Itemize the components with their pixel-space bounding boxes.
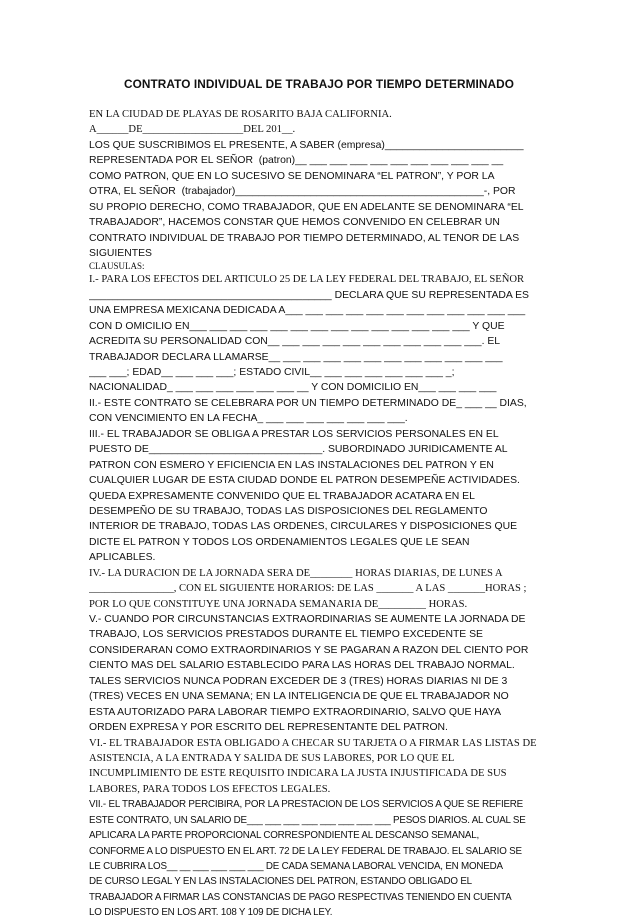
document-line: ACREDITA SU PERSONALIDAD CON__ ___ ___ ___ ___ ___ ___ ___ ___ ___ ___. EL: [89, 336, 501, 348]
document-line: TRABAJADOR DECLARA LLAMARSE__ ___ ___ ___ ___ ___ ___ ___ ___ ___ ___ ___: [89, 351, 503, 363]
document-line: PATRON CON ESMERO Y EFICIENCIA EN LAS INSTALACIONES DEL PATRON Y EN: [89, 459, 494, 471]
document-line: CLAUSULAS:: [89, 261, 145, 272]
document-line: PUESTO DE______________________________. SUBORDINADO JURIDICAMENTE AL: [89, 444, 508, 456]
document-line: TALES SERVICIOS NUNCA PODRAN EXCEDER DE 3 (TRES) HORAS DIARIAS NI DE 3: [89, 675, 508, 687]
document-line: LABORES, PARA TODOS LOS EFECTOS LEGALES.: [89, 783, 331, 795]
document-line: CONFORME A LO DISPUESTO EN EL ART. 72 DE LA LEY FEDERAL DE TRABAJO. EL SALARIO SE: [89, 845, 522, 857]
document-line: A______DE___________________DEL 201__.: [89, 124, 296, 136]
document-line: I.- PARA LOS EFECTOS DEL ARTICULO 25 DE LA LEY FEDERAL DEL TRABAJO, EL SEÑOR: [89, 274, 525, 286]
document-line: VII.- EL TRABAJADOR PERCIBIRA, POR LA PRESTACION DE LOS SERVICIOS A QUE SE REFIERE: [89, 799, 524, 811]
document-line: CON VENCIMIENTO EN LA FECHA_ ___ ___ ___ ___ ___ ___ ___.: [89, 413, 408, 425]
document-line: DESEMPEÑO DE SU TRABAJO, TODAS LAS DISPOSICIONES DEL REGLAMENTO: [89, 505, 488, 517]
document-line: IV.- LA DURACION DE LA JORNADA SERA DE________ HORAS DIARIAS, DE LUNES A: [89, 567, 503, 579]
document-line: TRABAJO, LOS SERVICIOS PRESTADOS DURANTE EL TIEMPO EXCEDENTE SE: [89, 629, 483, 641]
document-line: __________________________________________ DECLARA QUE SU REPRESENTADA ES: [89, 289, 529, 301]
document-line: ORDEN EXPRESA Y POR ESCRITO DEL REPRESENTANTE DEL PATRON.: [89, 722, 448, 734]
document-line: INCUMPLIMIENTO DE ESTE REQUISITO INDICARA LA JUSTA INJUSTIFICADA DE SUS: [89, 768, 507, 780]
document-line: CONTRATO INDIVIDUAL DE TRABAJO POR TIEMPO DETERMINADO, AL TENOR DE LAS: [89, 232, 520, 244]
document-title: CONTRATO INDIVIDUAL DE TRABAJO POR TIEMPO DETERMINADO: [123, 77, 515, 91]
document-line: ___ ___; EDAD__ ___ ___ ___; ESTADO CIVIL__ ___ ___ ___ ___ ___ ___ _;: [89, 367, 455, 378]
document-line: INTERIOR DE TRABAJO, TODAS LAS ORDENES, CIRCULARES Y DISPOSICIONES QUE: [89, 521, 518, 533]
document-line: ________________, CON EL SIGUIENTE HORARIOS: DE LAS _______ A LAS _______HORAS ;: [89, 583, 527, 595]
document-line: DICTE EL PATRON Y TODOS LOS ORDENAMIENTOS LEGALES QUE LE SEAN: [89, 536, 470, 548]
document-line: II.- ESTE CONTRATO SE CELEBRARA POR UN TIEMPO DETERMINADO DE_ ___ __ DIAS,: [89, 397, 527, 409]
document-line: III.- EL TRABAJADOR SE OBLIGA A PRESTAR LOS SERVICIOS PERSONALES EN EL: [89, 428, 499, 440]
document-line: TRABAJADOR A FIRMAR LAS CONSTANCIAS DE PAGO RESPECTIVAS TENIENDO EN CUENTA: [89, 891, 512, 903]
document-body: [89, 107, 559, 921]
document-line: NACIONALIDAD_ ___ ___ ___ ___ ___ ___ __ Y CON DOMICILIO EN___ ___ ___ ___: [89, 382, 497, 394]
document-line: CIENTO MAS DEL SALARIO ESTABLECIDO PARA LAS HORAS DEL TRABAJO NORMAL.: [89, 660, 515, 672]
document-line: APLICARA LA PARTE PROPORCIONAL CORRESPONDIENTE AL DESCANSO SEMANAL,: [89, 830, 480, 842]
document-line: SU PROPIO DERECHO, COMO TRABAJADOR, QUE EN ADELANTE SE DENOMINARA “EL: [89, 201, 524, 213]
document-line: UNA EMPRESA MEXICANA DEDICADA A___ ___ ___ ___ ___ ___ ___ ___ ___ ___ ___ ___: [89, 305, 526, 317]
document-line: POR LO QUE CONSTITUYE UNA JORNADA SEMANARIA DE_________ HORAS.: [89, 598, 468, 610]
document-line: ESTA AUTORIZADO PARA LABORAR TIEMPO EXTRAORDINARIO, SALVO QUE HAYA: [89, 706, 502, 718]
document-line: LOS QUE SUSCRIBIMOS EL PRESENTE, A SABER (empresa)________________________: [89, 139, 524, 151]
document-line: TRABAJADOR”, HACEMOS CONSTAR QUE HEMOS CONVENIDO EN CELEBRAR UN: [89, 217, 500, 229]
document-line: EN LA CIUDAD DE PLAYAS DE ROSARITO BAJA CALIFORNIA.: [89, 109, 392, 120]
document-line: COMO PATRON, QUE EN LO SUCESIVO SE DENOMINARA “EL PATRON”, Y POR LA: [89, 170, 495, 182]
document-line: ESTE CONTRATO, UN SALARIO DE___ ___ ___ ___ ___ ___ ___ ___ PESOS DIARIOS. AL CUAL SE: [89, 814, 526, 826]
document-line: V.- CUANDO POR CIRCUNSTANCIAS EXTRAORDINARIAS SE AUMENTE LA JORNADA DE: [89, 614, 526, 625]
document-line: ASISTENCIA, A LA ENTRADA Y SALIDA DE SUS LABORES, POR LO QUE EL: [89, 752, 455, 764]
document-line: SIGUIENTES: [89, 247, 152, 259]
document-line: (TRES) VECES EN UNA SEMANA; EN LA INTELIGENCIA DE QUE EL TRABAJADOR NO: [89, 691, 509, 703]
document-line: CONSIDERARAN COMO EXTRAORDINARIOS Y SE PAGARAN A RAZON DEL CIENTO POR: [89, 644, 529, 656]
document-line: APLICABLES.: [89, 552, 156, 564]
document-line: REPRESENTADA POR EL SEÑOR (patron)__ ___ ___ ___ ___ ___ ___ ___ ___ ___ __: [89, 155, 504, 167]
document-line: LO DISPUESTO EN LOS ART. 108 Y 109 DE DICHA LEY.: [89, 907, 333, 919]
document-line: VI.- EL TRABAJADOR ESTA OBLIGADO A CHECAR SU TARJETA O A FIRMAR LAS LISTAS DE: [89, 737, 537, 749]
document-line: QUEDA EXPRESAMENTE CONVENIDO QUE EL TRABAJADOR ACATARA EN EL: [89, 490, 475, 502]
document-line: LE CUBRIRA LOS__ __ ___ ___ ___ ___ DE CADA SEMANA LABORAL VENCIDA, EN MONEDA: [89, 861, 503, 872]
document-line: OTRA, EL SEÑOR (trabajador)___________________________________________-, POR: [89, 186, 516, 198]
document-line: CON D OMICILIO EN___ ___ ___ ___ ___ ___ ___ ___ ___ ___ ___ ___ ___ ___ Y QUE: [89, 320, 505, 332]
document-line: CUALQUIER LUGAR DE ESTA CIUDAD DONDE EL PATRON DESEMPEÑE ACTIVIDADES.: [89, 475, 520, 487]
document-line: DE CURSO LEGAL Y EN LAS INSTALACIONES DEL PATRON, ESTANDO OBLIGADO EL: [89, 876, 472, 888]
